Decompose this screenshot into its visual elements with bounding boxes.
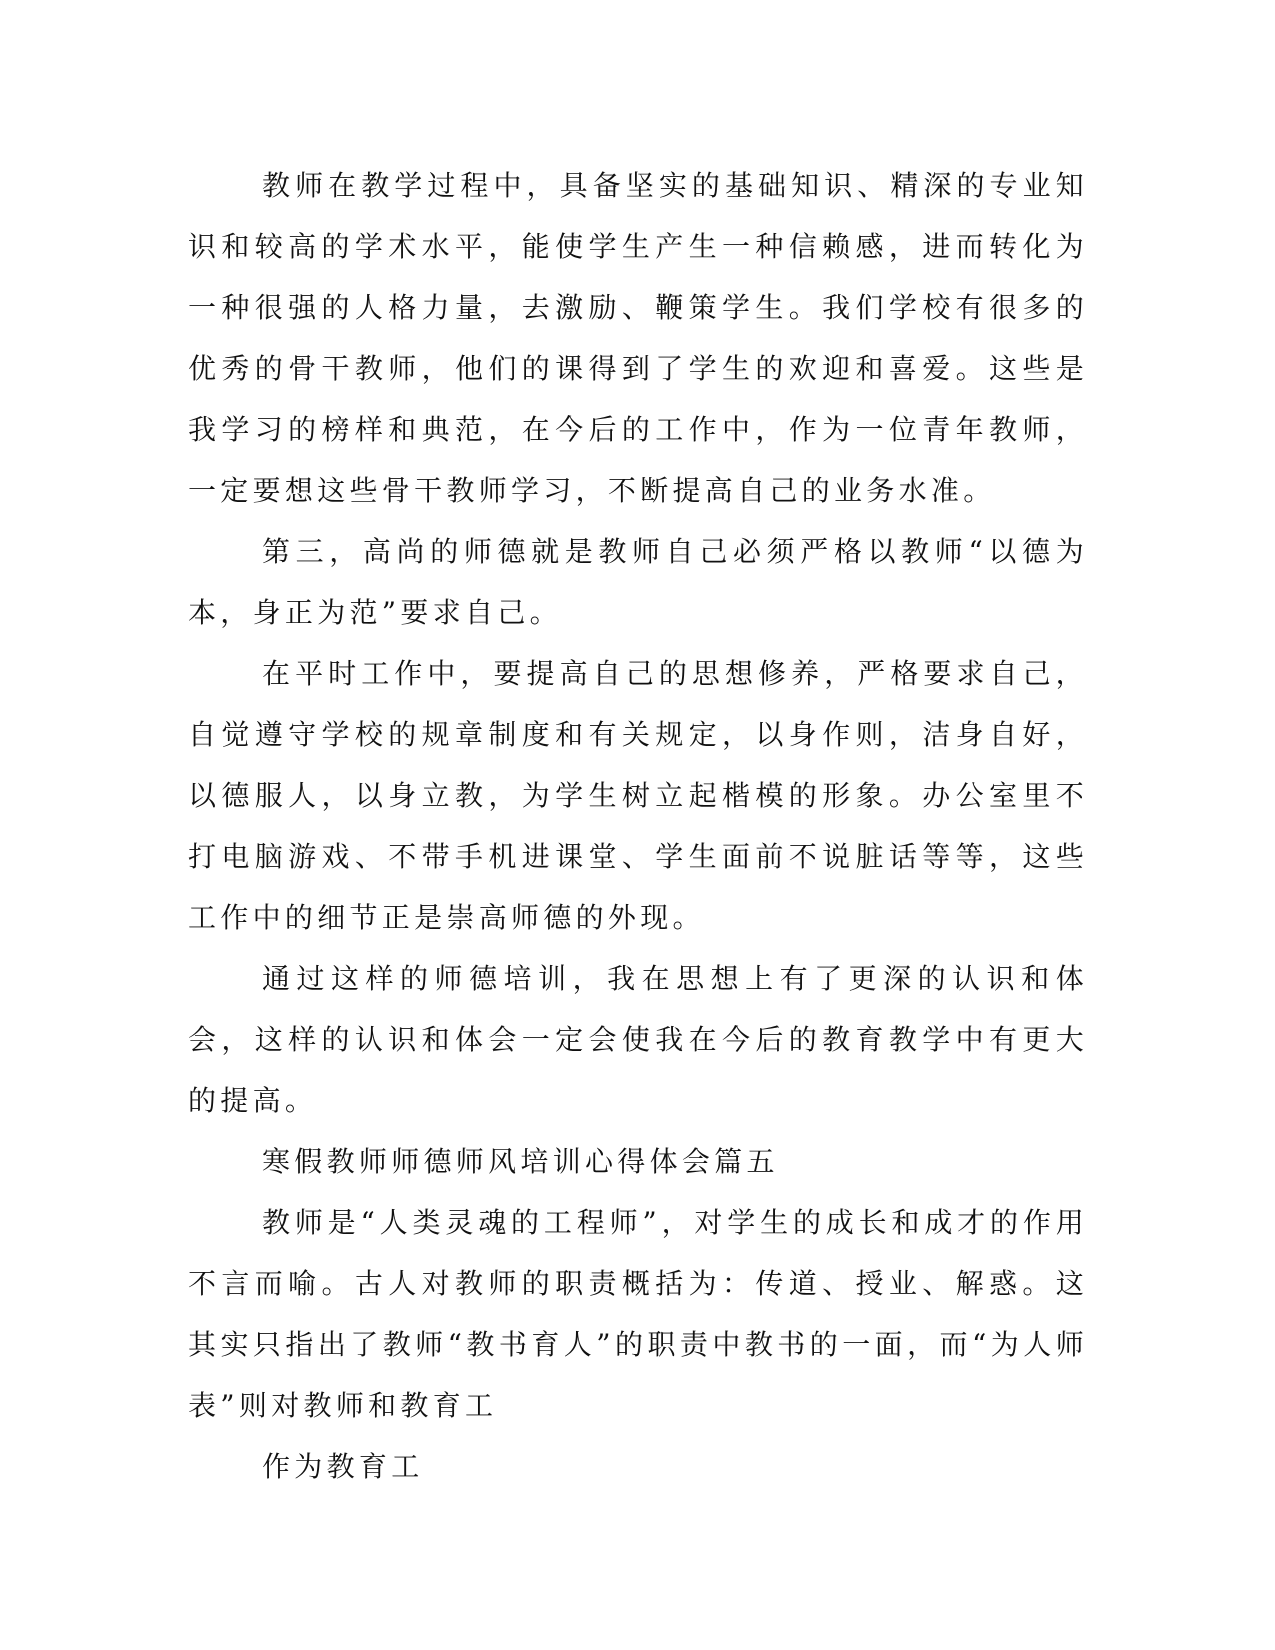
section-heading: 寒假教师师德师风培训心得体会篇五 bbox=[262, 1145, 779, 1178]
paragraph-teacher-role: 教师是“人类灵魂的工程师”，对学生的成长和成才的作用不言而喻。古人对教师的职责概括为：传道、授业、解惑。这其实只指出了教师“教书育人”的职责中教书的一面，而“为人师表”则对教师和教育工 bbox=[188, 1206, 1088, 1422]
paragraph-training-summary: 通过这样的师德培训，我在思想上有了更深的认识和体会，这样的认识和体会一定会使我在今后的教育教学中有更大的提高。 bbox=[188, 962, 1088, 1117]
paragraph-teacher-knowledge: 教师在教学过程中，具备坚实的基础知识、精深的专业知识和较高的学术水平，能使学生产生一种信赖感，进而转化为一种很强的人格力量，去激励、鞭策学生。我们学校有很多的优秀的骨干教师，他们的课得到了学生的欢迎和喜爱。这些是我学习的榜样和典范，在今后的工作中，作为一位青年教师，一定要想这些骨干教师学习，不断提高自己的业务水准。 bbox=[188, 169, 1088, 507]
paragraph-third-point: 第三，高尚的师德就是教师自己必须严格以教师“以德为本，身正为范”要求自己。 bbox=[188, 535, 1088, 629]
paragraph-daily-work: 在平时工作中，要提高自己的思想修养，严格要求自己，自觉遵守学校的规章制度和有关规定，以身作则，洁身自好，以德服人，以身立教，为学生树立起楷模的形象。办公室里不打电脑游戏、不带手机进课堂、学生面前不说脏话等等，这些工作中的细节正是崇高师德的外现。 bbox=[188, 657, 1088, 934]
paragraph-fragment: 作为教育工 bbox=[262, 1450, 424, 1483]
document-body bbox=[188, 155, 1088, 1497]
